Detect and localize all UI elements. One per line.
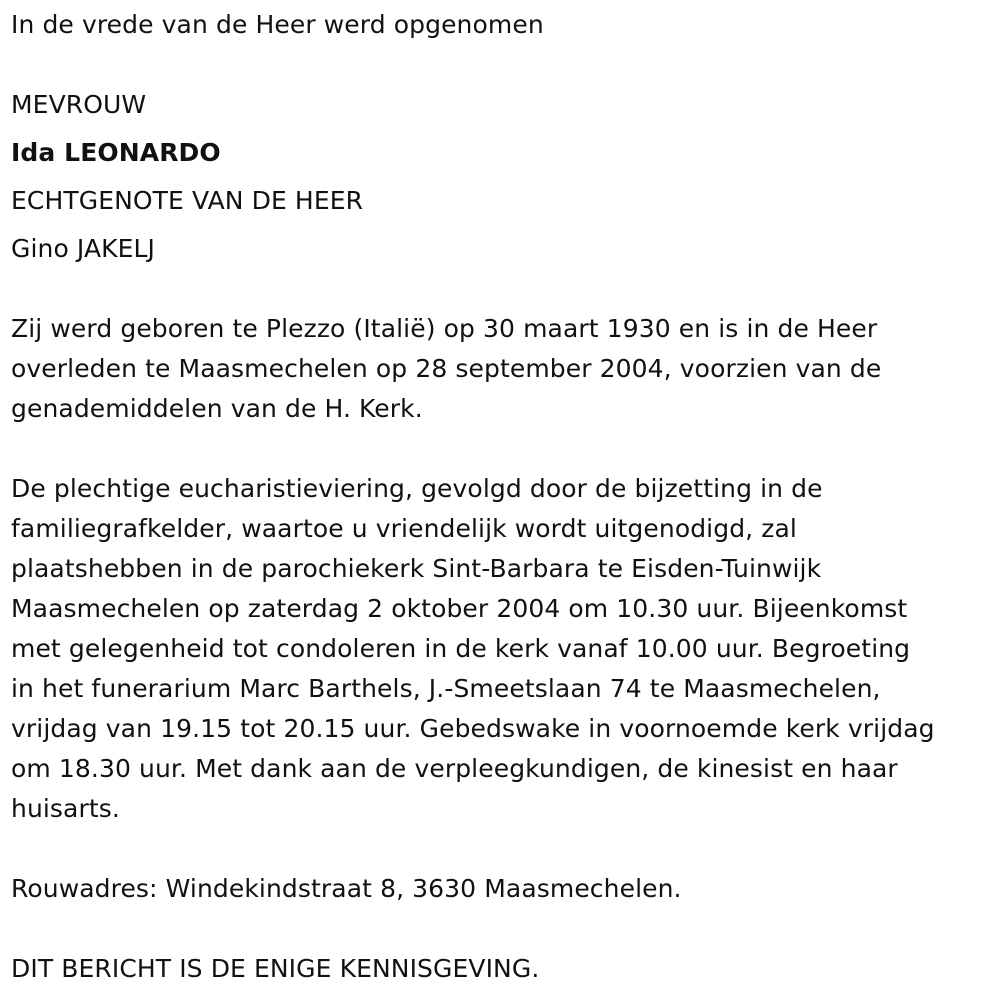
paragraph-line: overleden te Maasmechelen op 28 september 2004, voorzien van de bbox=[11, 354, 882, 383]
paragraph-line: genademiddelen van de H. Kerk. bbox=[11, 394, 423, 423]
spouse-name: Gino JAKELJ bbox=[11, 234, 156, 263]
paragraph-line: Zij werd geboren te Plezzo (Italië) op 30 maart 1930 en is in de Heer bbox=[11, 314, 878, 343]
paragraph-line: familiegrafkelder, waartoe u vriendelijk wordt uitgenodigd, zal bbox=[11, 514, 797, 543]
paragraph-line: vrijdag van 19.15 tot 20.15 uur. Gebedswake in voornoemde kerk vrijdag bbox=[11, 714, 935, 743]
birth-death-paragraph bbox=[11, 309, 986, 429]
paragraph-line: met gelegenheid tot condoleren in de kerk vanaf 10.00 uur. Begroeting bbox=[11, 634, 911, 663]
paragraph-line: huisarts. bbox=[11, 794, 120, 823]
honorific: MEVROUW bbox=[11, 90, 147, 119]
intro-text: In de vrede van de Heer werd opgenomen bbox=[11, 10, 544, 39]
closing-statement: DIT BERICHT IS DE ENIGE KENNISGEVING. bbox=[11, 954, 540, 983]
paragraph-line: Maasmechelen op zaterdag 2 oktober 2004 om 10.30 uur. Bijeenkomst bbox=[11, 594, 908, 623]
ceremony-paragraph bbox=[11, 469, 986, 829]
relation-text: ECHTGENOTE VAN DE HEER bbox=[11, 186, 364, 215]
mourning-address: Rouwadres: Windekindstraat 8, 3630 Maasmechelen. bbox=[11, 874, 682, 903]
paragraph-line: plaatshebben in de parochiekerk Sint-Barbara te Eisden-Tuinwijk bbox=[11, 554, 822, 583]
paragraph-line: om 18.30 uur. Met dank aan de verpleegkundigen, de kinesist en haar bbox=[11, 754, 898, 783]
paragraph-line: in het funerarium Marc Barthels, J.-Smeetslaan 74 te Maasmechelen, bbox=[11, 674, 881, 703]
paragraph-line: De plechtige eucharistieviering, gevolgd door de bijzetting in de bbox=[11, 474, 823, 503]
deceased-name: Ida LEONARDO bbox=[11, 138, 221, 167]
